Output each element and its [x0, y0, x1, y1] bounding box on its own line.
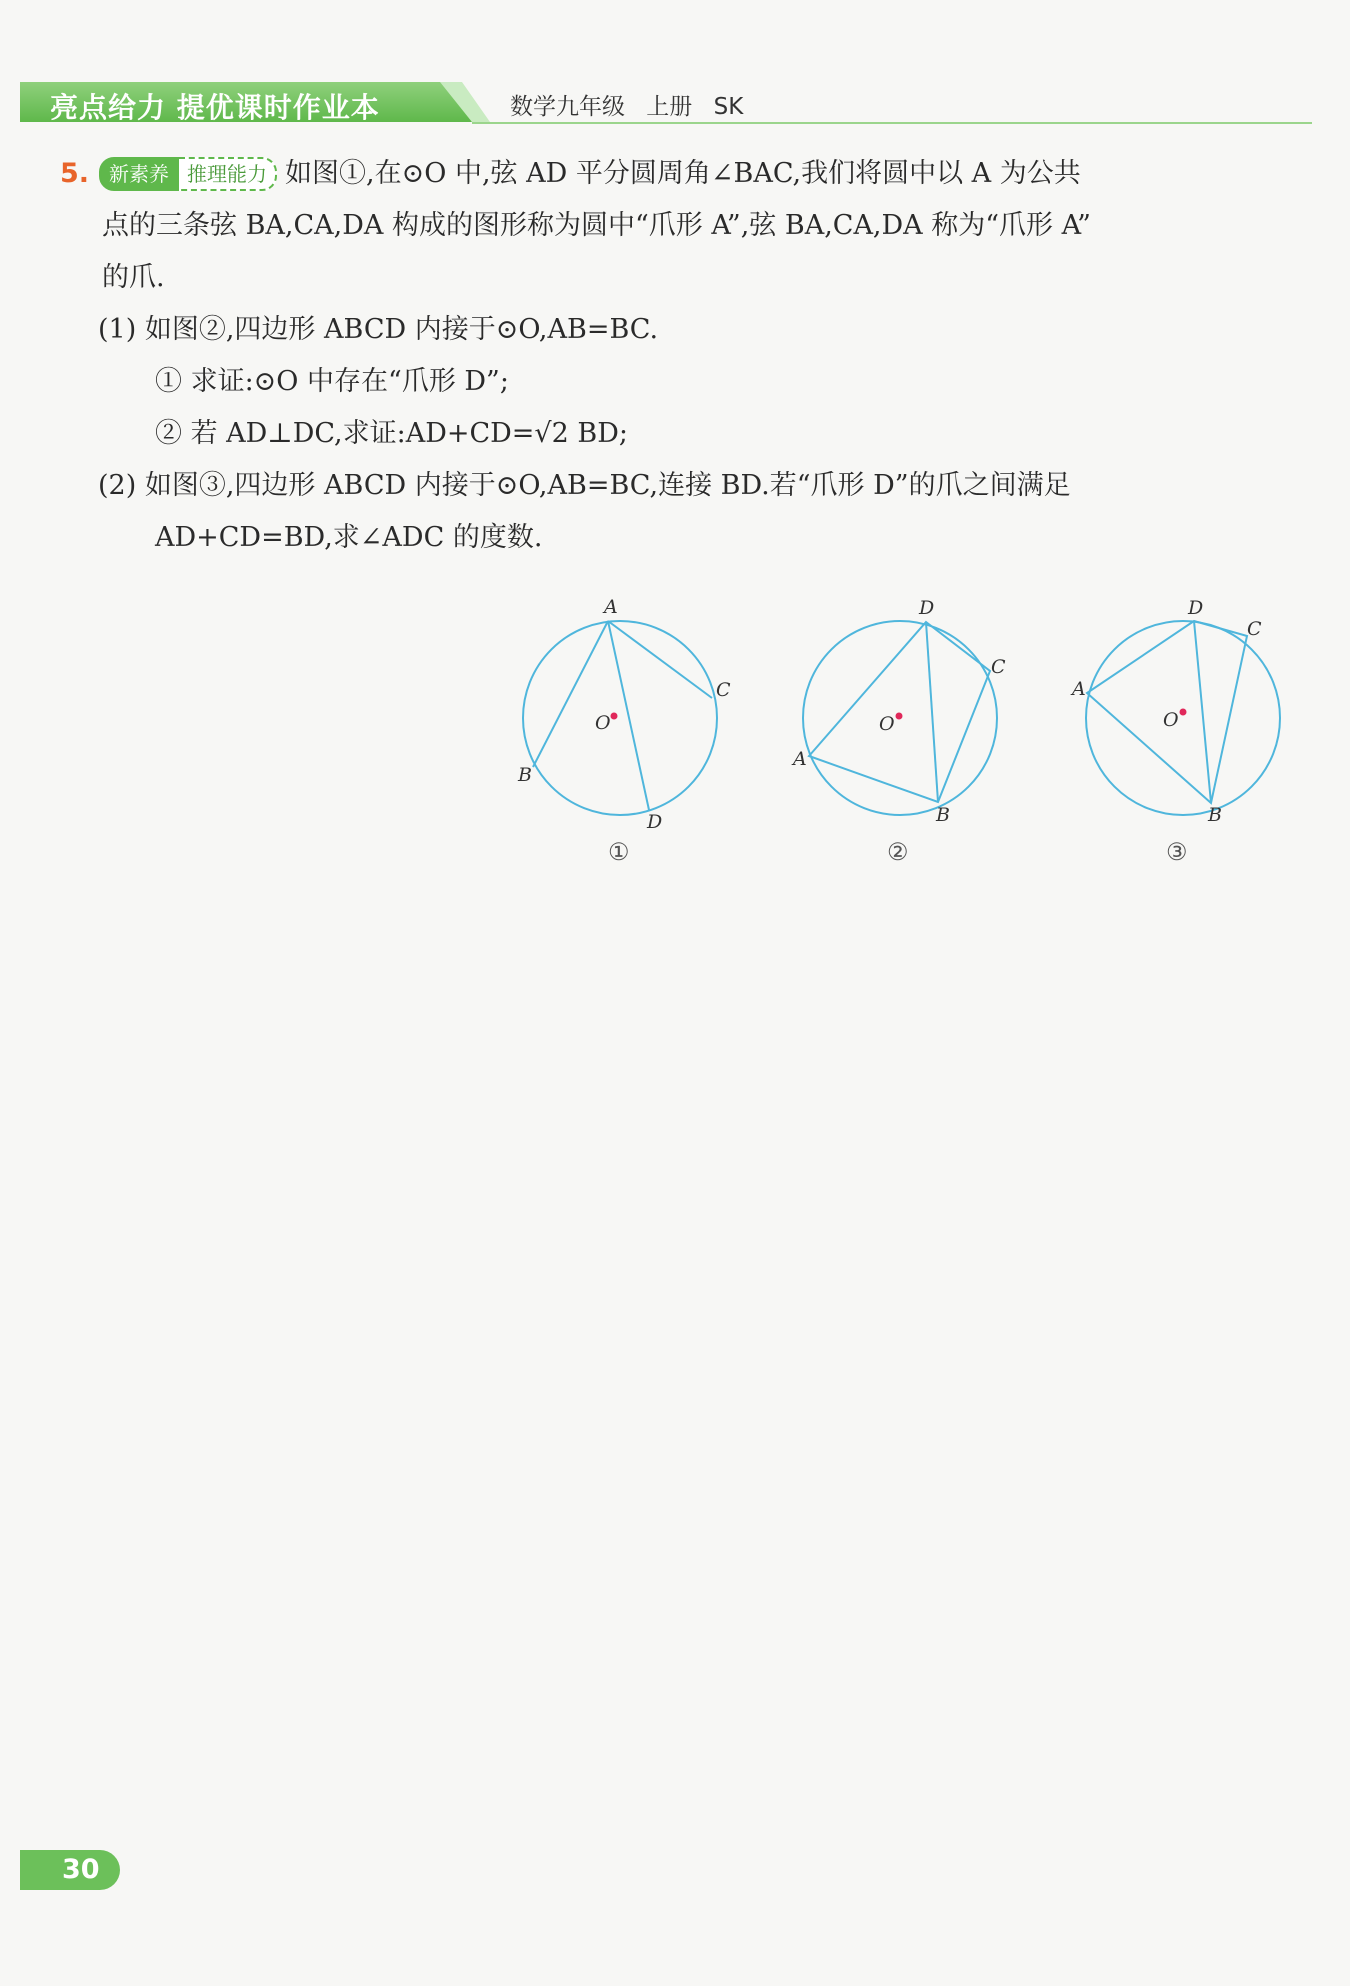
figure-1-caption: ① — [608, 838, 630, 866]
point-label-A: A — [1072, 678, 1086, 700]
page-number-badge — [20, 1850, 120, 1890]
question-line-2: 点的三条弦 BA,CA,DA 构成的图形称为圆中“爪形 A”,弦 BA,CA,DA 称为“爪形 A” — [102, 210, 1091, 241]
part-1-sub-1: ① 求证:⊙O 中存在“爪形 D”; — [155, 366, 509, 397]
part-2-line-2: AD+CD=BD,求∠ADC 的度数. — [155, 522, 543, 553]
figure-2-caption: ② — [887, 838, 909, 866]
center-dot — [1180, 709, 1187, 716]
part-1-sub-2: ② 若 AD⊥DC,求证:AD+CD=√2 BD; — [155, 418, 628, 449]
point-label-D: D — [1188, 597, 1204, 619]
point-label-B: B — [518, 764, 532, 786]
center-label-O: O — [879, 713, 895, 735]
point-label-D: D — [919, 597, 935, 619]
tag-reasoning: 推理能力 — [179, 157, 277, 191]
figure-3 — [1068, 595, 1298, 835]
tag-new-literacy: 新素养 — [99, 157, 179, 191]
page-header — [20, 76, 1312, 124]
circle-1 — [523, 621, 717, 815]
point-label-B: B — [936, 804, 950, 826]
center-dot — [896, 713, 903, 720]
intro-text-1: 如图①,在⊙O 中,弦 AD 平分圆周角∠BAC,我们将圆中以 A 为公共 — [285, 158, 1081, 189]
figure-1 — [505, 595, 735, 835]
point-label-D: D — [647, 811, 663, 833]
point-label-A: A — [604, 596, 618, 618]
chord-AB — [533, 621, 608, 767]
part-1: (1) 如图②,四边形 ABCD 内接于⊙O,AB=BC. — [98, 314, 659, 345]
center-label-O: O — [595, 712, 611, 734]
question-line-3: 的爪. — [102, 262, 165, 293]
book-subtitle: 数学九年级 上册 SK — [510, 94, 744, 120]
point-label-B: B — [1208, 804, 1222, 826]
page-number: 30 — [62, 1854, 100, 1885]
point-label-C: C — [716, 679, 731, 701]
question-line-1 — [60, 148, 1290, 200]
chord-BD — [1194, 621, 1211, 803]
quadrilateral-ABCD — [809, 622, 990, 802]
point-label-C: C — [1247, 618, 1262, 640]
chord-BD — [926, 622, 938, 802]
figure-2 — [785, 595, 1015, 835]
figure-3-caption: ③ — [1166, 838, 1188, 866]
header-rule — [472, 122, 1312, 124]
question-block — [60, 148, 1290, 564]
part-2-line-1: (2) 如图③,四边形 ABCD 内接于⊙O,AB=BC,连接 BD.若“爪形 D”的爪之间满足 — [98, 470, 1071, 501]
center-label-O: O — [1163, 709, 1179, 731]
book-title: 亮点给力 提优课时作业本 — [50, 91, 380, 124]
question-tag — [99, 157, 277, 187]
point-label-A: A — [793, 748, 807, 770]
point-label-C: C — [991, 656, 1006, 678]
question-number: 5. — [60, 158, 90, 189]
center-dot — [611, 713, 618, 720]
